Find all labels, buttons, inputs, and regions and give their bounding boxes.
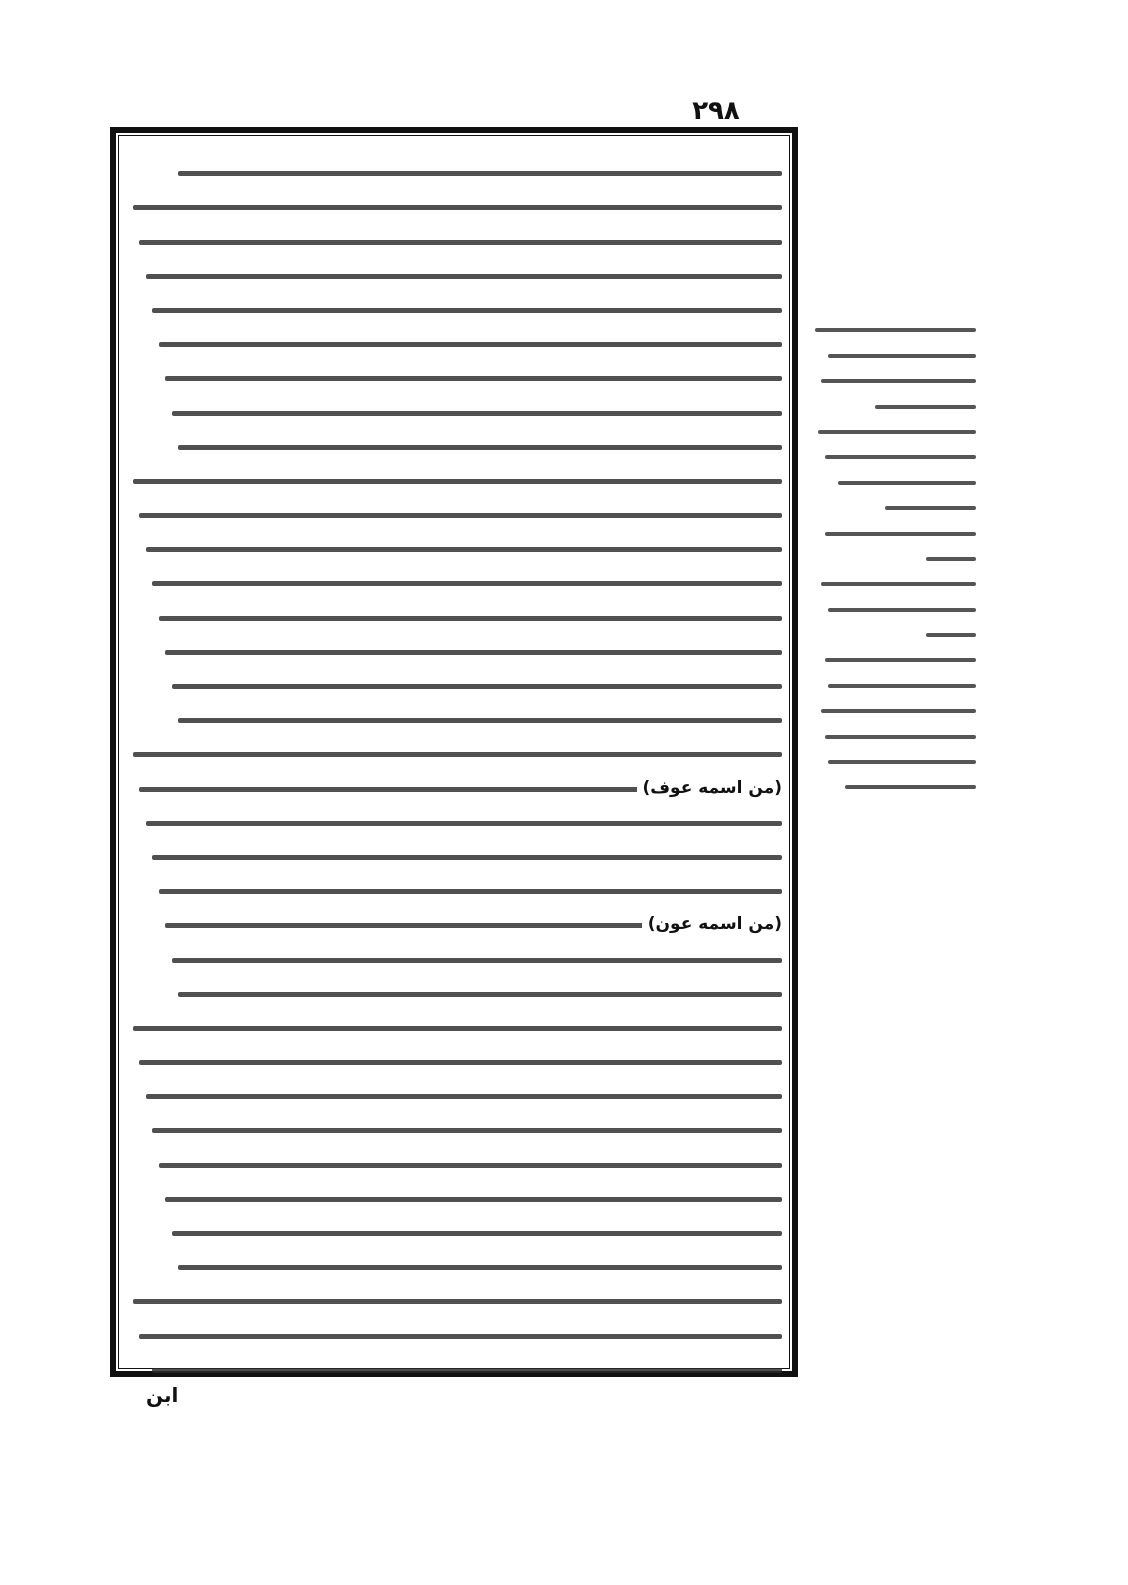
margin-note-placeholder xyxy=(926,633,976,637)
margin-note-placeholder xyxy=(926,557,976,561)
text-line xyxy=(126,220,782,254)
text-line xyxy=(126,836,782,870)
margin-note-placeholder xyxy=(828,684,976,688)
text-line-placeholder xyxy=(165,376,782,381)
text-line-placeholder xyxy=(152,1368,782,1373)
text-line-placeholder xyxy=(172,958,782,963)
text-line xyxy=(126,152,782,186)
text-line xyxy=(126,767,782,801)
text-line-placeholder xyxy=(133,205,782,210)
text-line-placeholder xyxy=(165,650,782,655)
text-line xyxy=(126,1212,782,1246)
margin-note-line xyxy=(808,316,976,341)
text-line-placeholder xyxy=(133,752,782,757)
text-line xyxy=(126,631,782,665)
text-line-placeholder xyxy=(159,616,782,621)
text-line xyxy=(126,1041,782,1075)
text-line xyxy=(126,973,782,1007)
text-line-placeholder xyxy=(152,1128,782,1133)
text-line xyxy=(126,323,782,357)
text-line xyxy=(126,289,782,323)
margin-note-line xyxy=(808,341,976,366)
margin-note-line xyxy=(808,646,976,671)
text-line xyxy=(126,1143,782,1177)
margin-note-placeholder xyxy=(828,760,976,764)
margin-note-placeholder xyxy=(821,379,976,383)
margin-note-line xyxy=(808,621,976,646)
margin-note-line xyxy=(808,468,976,493)
text-line xyxy=(126,494,782,528)
text-line xyxy=(126,596,782,630)
text-line xyxy=(126,904,782,938)
margin-note-line xyxy=(808,671,976,696)
text-line xyxy=(126,528,782,562)
section-heading: (من اسمه عون) xyxy=(642,914,782,934)
margin-note-placeholder xyxy=(821,709,976,713)
text-line xyxy=(126,391,782,425)
text-line-placeholder xyxy=(146,547,782,552)
text-line xyxy=(126,733,782,767)
margin-note-placeholder xyxy=(828,608,976,612)
text-line xyxy=(126,802,782,836)
margin-note-placeholder xyxy=(825,735,976,739)
text-line xyxy=(126,1109,782,1143)
text-line-placeholder xyxy=(178,718,782,723)
text-line-placeholder xyxy=(152,308,782,313)
margin-note-placeholder xyxy=(821,582,976,586)
text-line-placeholder xyxy=(133,479,782,484)
margin-note-line xyxy=(808,570,976,595)
text-line xyxy=(126,1349,782,1383)
text-line xyxy=(126,699,782,733)
margin-note-placeholder xyxy=(845,785,976,789)
page-number: ٢٩٨ xyxy=(692,96,740,126)
section-heading: (من اسمه عوف) xyxy=(637,778,782,798)
text-line-placeholder xyxy=(152,855,782,860)
text-line xyxy=(126,1280,782,1314)
text-line-placeholder xyxy=(178,445,782,450)
text-line-placeholder xyxy=(178,171,782,176)
margin-note-placeholder xyxy=(818,430,976,434)
text-line-placeholder xyxy=(139,240,782,245)
margin-note-line xyxy=(808,773,976,798)
text-line xyxy=(126,665,782,699)
text-line-placeholder xyxy=(178,992,782,997)
text-line xyxy=(126,1007,782,1041)
text-line xyxy=(126,255,782,289)
text-line xyxy=(126,357,782,391)
margin-note-line xyxy=(808,697,976,722)
margin-note-line xyxy=(808,545,976,570)
margin-notes xyxy=(808,316,976,798)
text-line-placeholder xyxy=(172,411,782,416)
text-line-placeholder xyxy=(165,1197,782,1202)
text-line xyxy=(126,186,782,220)
catchword: ابن xyxy=(146,1383,179,1407)
margin-note-placeholder xyxy=(825,658,976,662)
text-line xyxy=(126,1075,782,1109)
text-line-placeholder xyxy=(159,889,782,894)
margin-note-line xyxy=(808,367,976,392)
text-line-placeholder xyxy=(133,1026,782,1031)
text-line xyxy=(126,1246,782,1280)
text-line-placeholder xyxy=(139,1334,782,1339)
margin-note-line xyxy=(808,443,976,468)
text-line xyxy=(126,460,782,494)
text-line-placeholder xyxy=(159,1163,782,1168)
margin-note-line xyxy=(808,392,976,417)
margin-note-line xyxy=(808,418,976,443)
text-line xyxy=(126,1314,782,1348)
text-line-placeholder xyxy=(133,1299,782,1304)
margin-note-placeholder xyxy=(825,532,976,536)
margin-note-line xyxy=(808,748,976,773)
text-line-placeholder xyxy=(146,274,782,279)
text-line xyxy=(126,938,782,972)
margin-note-placeholder xyxy=(838,481,976,485)
margin-note-placeholder xyxy=(885,506,976,510)
text-line-placeholder xyxy=(152,581,782,586)
margin-note-placeholder xyxy=(875,405,976,409)
text-line xyxy=(126,870,782,904)
margin-note-line xyxy=(808,722,976,747)
text-line xyxy=(126,1178,782,1212)
text-line-placeholder xyxy=(178,1265,782,1270)
margin-note-placeholder xyxy=(815,328,976,332)
text-line-placeholder xyxy=(139,1060,782,1065)
text-line-placeholder xyxy=(172,684,782,689)
text-line-placeholder xyxy=(146,1094,782,1099)
margin-note-line xyxy=(808,519,976,544)
margin-note-line xyxy=(808,595,976,620)
text-line xyxy=(126,562,782,596)
margin-note-line xyxy=(808,494,976,519)
margin-note-placeholder xyxy=(828,354,976,358)
text-line xyxy=(126,426,782,460)
text-line-placeholder xyxy=(139,513,782,518)
body-text xyxy=(126,152,782,1383)
text-line-placeholder xyxy=(172,1231,782,1236)
margin-note-placeholder xyxy=(825,455,976,459)
text-line-placeholder xyxy=(159,342,782,347)
text-line-placeholder xyxy=(146,821,782,826)
